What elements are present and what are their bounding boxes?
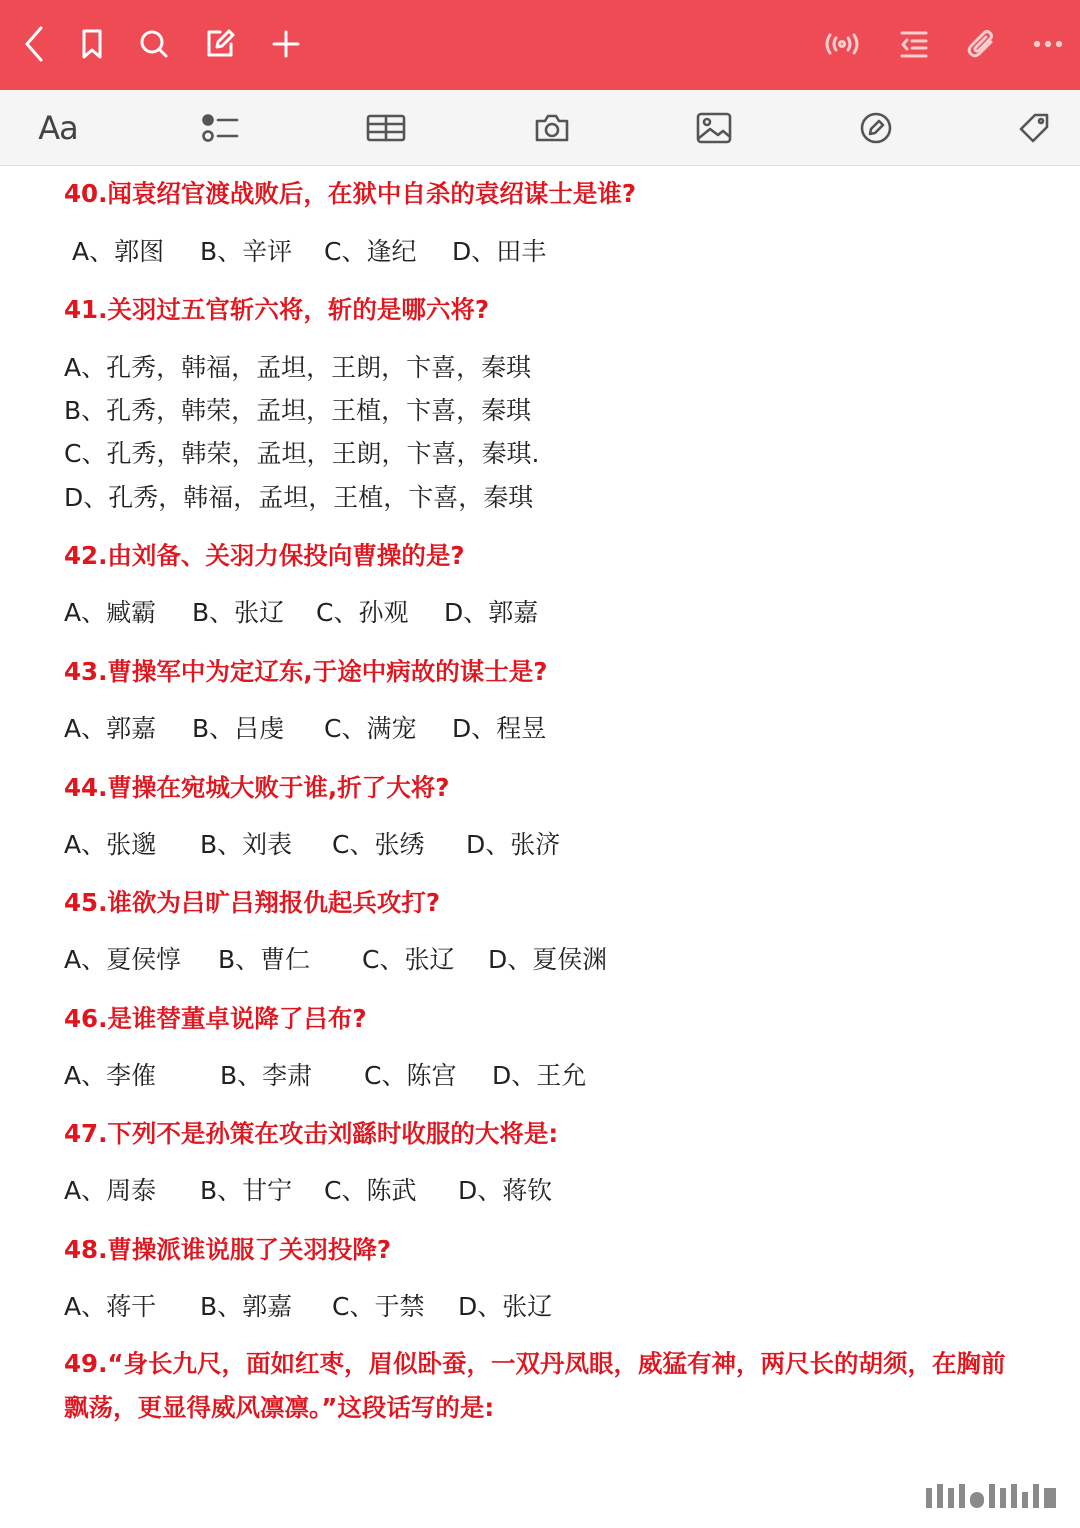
question-43: 43.曹操军中为定辽东,于途中病故的谋士是? bbox=[64, 657, 548, 686]
plus-icon[interactable] bbox=[264, 22, 308, 66]
option: C、陈宫 bbox=[364, 1061, 457, 1090]
option: B、吕虔 bbox=[192, 714, 285, 743]
option: D、夏侯渊 bbox=[488, 945, 608, 974]
option: C、满宠 bbox=[324, 714, 417, 743]
option: B、刘表 bbox=[200, 830, 293, 859]
option: C、孔秀，韩荣，孟坦，王朗，卞喜，秦琪. bbox=[64, 439, 540, 468]
question-42: 42.由刘备、关羽力保投向曹操的是? bbox=[64, 541, 465, 570]
bookmark-icon[interactable] bbox=[70, 22, 114, 66]
option: A、夏侯惇 bbox=[64, 945, 182, 974]
option: D、孔秀，韩福，孟坦，王植，卞喜，秦琪 bbox=[64, 483, 534, 512]
option: B、甘宁 bbox=[200, 1176, 293, 1205]
option: D、郭嘉 bbox=[444, 598, 539, 627]
option: A、郭嘉 bbox=[64, 714, 157, 743]
attachment-icon[interactable] bbox=[960, 22, 1004, 66]
option: D、程昱 bbox=[452, 714, 547, 743]
option: B、李肃 bbox=[220, 1061, 313, 1090]
option: A、郭图 bbox=[72, 237, 165, 266]
option: A、孔秀，韩福，孟坦，王朗，卞喜，秦琪 bbox=[64, 353, 532, 382]
question-47: 47.下列不是孙策在攻击刘繇时收服的大将是: bbox=[64, 1119, 559, 1148]
editor-toolbar bbox=[0, 90, 1080, 166]
option: C、逢纪 bbox=[324, 237, 417, 266]
camera-icon[interactable] bbox=[530, 106, 574, 150]
option: C、张绣 bbox=[332, 830, 425, 859]
outline-icon[interactable] bbox=[892, 22, 936, 66]
option: C、张辽 bbox=[362, 945, 455, 974]
search-icon[interactable] bbox=[132, 22, 176, 66]
option: B、辛评 bbox=[200, 237, 293, 266]
broadcast-icon[interactable] bbox=[820, 22, 864, 66]
option: A、蒋干 bbox=[64, 1292, 157, 1321]
option: B、曹仁 bbox=[218, 945, 311, 974]
question-41: 41.关羽过五官斩六将，斩的是哪六将? bbox=[64, 295, 490, 324]
question-49: 49.“身长九尺，面如红枣，眉似卧蚕，一双丹凤眼，威猛有神，两尺长的胡须，在胸前飘荡，更显得威风凛凛。”这段话写的是: bbox=[64, 1349, 1006, 1422]
option: D、张济 bbox=[466, 830, 561, 859]
question-45: 45.谁欲为吕旷吕翔报仇起兵攻打? bbox=[64, 888, 441, 917]
font-button-label: Aa bbox=[38, 109, 78, 147]
option: D、田丰 bbox=[452, 237, 547, 266]
checklist-icon[interactable] bbox=[198, 106, 242, 150]
question-48: 48.曹操派谁说服了关羽投降? bbox=[64, 1235, 392, 1264]
option: A、周泰 bbox=[64, 1176, 157, 1205]
question-46: 46.是谁替董卓说降了吕布? bbox=[64, 1004, 367, 1033]
table-icon[interactable] bbox=[364, 106, 408, 150]
tag-icon[interactable] bbox=[1012, 106, 1056, 150]
app-top-bar bbox=[0, 0, 1080, 90]
image-icon[interactable] bbox=[692, 106, 736, 150]
option: A、张邈 bbox=[64, 830, 157, 859]
option: B、孔秀，韩荣，孟坦，王植，卞喜，秦琪 bbox=[64, 396, 532, 425]
question-40: 40.闻袁绍官渡战败后，在狱中自杀的袁绍谋士是谁? bbox=[64, 179, 637, 208]
watermark-bars bbox=[926, 1478, 1056, 1508]
option: B、张辽 bbox=[192, 598, 285, 627]
option: C、陈武 bbox=[324, 1176, 417, 1205]
font-icon[interactable] bbox=[32, 106, 84, 150]
more-icon[interactable] bbox=[1026, 22, 1070, 66]
option: A、李傕 bbox=[64, 1061, 157, 1090]
option: D、王允 bbox=[492, 1061, 587, 1090]
option: A、臧霸 bbox=[64, 598, 157, 627]
pen-icon[interactable] bbox=[854, 106, 898, 150]
back-icon[interactable] bbox=[12, 22, 56, 66]
option: B、郭嘉 bbox=[200, 1292, 293, 1321]
option: C、孙观 bbox=[316, 598, 409, 627]
option: D、蒋钦 bbox=[458, 1176, 553, 1205]
edit-icon[interactable] bbox=[198, 22, 242, 66]
option: C、于禁 bbox=[332, 1292, 425, 1321]
option: D、张辽 bbox=[458, 1292, 553, 1321]
question-44: 44.曹操在宛城大败于谁,折了大将? bbox=[64, 773, 450, 802]
